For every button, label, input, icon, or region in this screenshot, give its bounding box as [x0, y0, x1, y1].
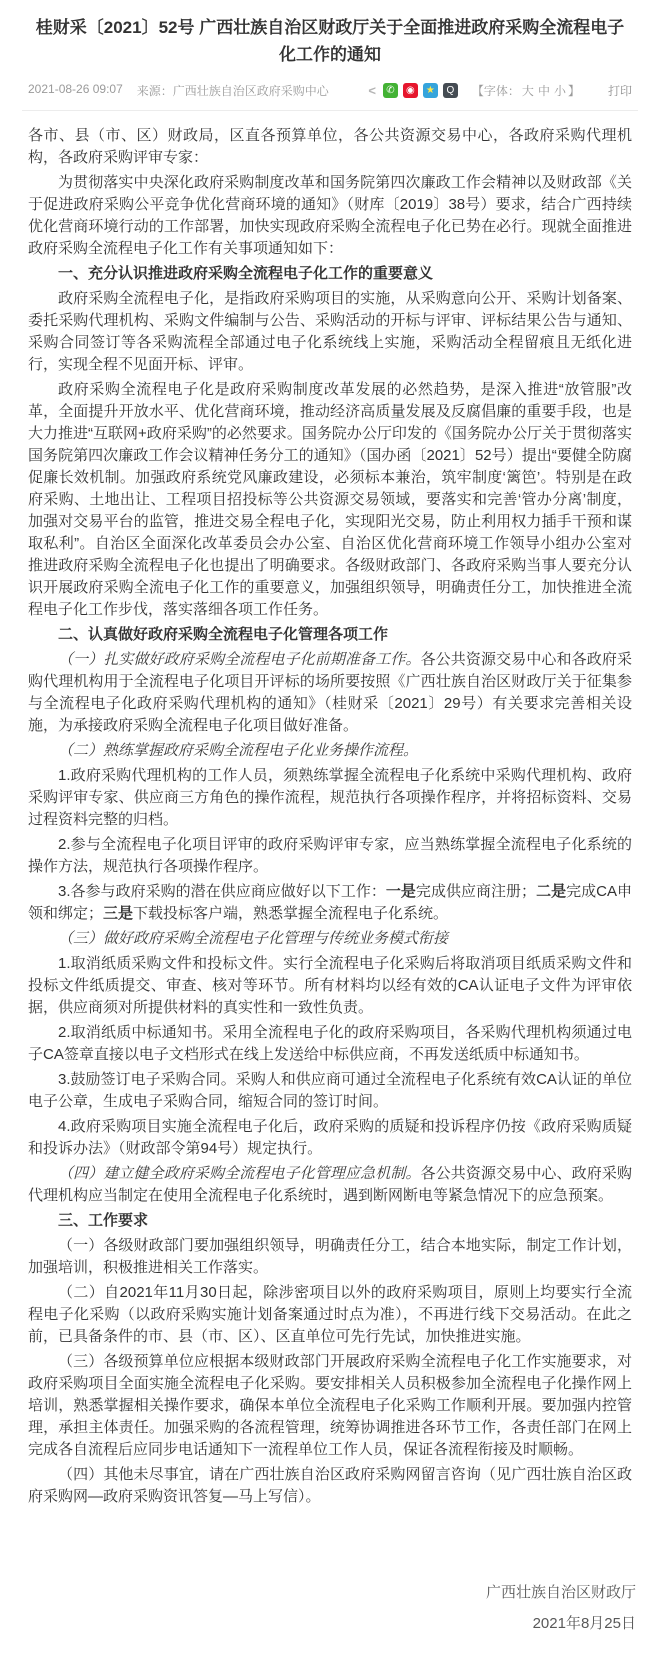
- intro-paragraph: [28, 172, 632, 260]
- text-run: 完成供应商注册；: [415, 883, 537, 900]
- issue-date: 2021年8月25日: [532, 1615, 636, 1632]
- share-icons: [383, 83, 458, 98]
- text-run: （三）做好政府采购全流程电子化管理与传统业务模式衔接: [58, 931, 449, 947]
- paragraph: [28, 1351, 632, 1461]
- paragraph: [28, 834, 632, 878]
- salutation: [28, 125, 632, 169]
- paragraph: [28, 288, 632, 376]
- font-size-control: [472, 82, 580, 99]
- wechat-icon[interactable]: ✆: [383, 83, 398, 98]
- text-run: 三是: [103, 905, 134, 922]
- text-run: 政府采购全流程电子化，是指政府采购项目的实施，从采购意向公开、采购计划备案、委托采购代理机构、采购文件编制与公告、采购活动的开标与评审、评标结果公告与通知、采购合同签订等各采购流程全部通过电子化系统线上实施，采购活动全程留痕且无纸化进行，实现全程不见面开标、评审。: [28, 290, 632, 373]
- text-run: 为贯彻落实中央深化政府采购制度改革和国务院第四次廉政工作会精神以及财政部《关于促进政府采购公平竞争优化营商环境的通知》（财库〔2019〕38号）要求，结合广西持续优化营商环境行动的工作部署，加快实现政府采购全流程电子化已势在必行。现就全面推进政府采购全流程电子化工作有关事项通知如下：: [28, 174, 632, 257]
- paragraph: [28, 1022, 632, 1066]
- text-run: 2.参与全流程电子化项目评审的政府采购评审专家，应当熟练掌握全流程电子化系统的操作方法，规范执行各项操作程序。: [28, 836, 632, 875]
- meta-row: [22, 74, 638, 111]
- text-run: （一）扎实做好政府采购全流程电子化前期准备工作。: [58, 652, 421, 668]
- text-run: 政府采购全流程电子化是政府采购制度改革发展的必然趋势，是深入推进“放管服”改革，全面提升开放水平、优化营商环境，推动经济高质量发展及反腐倡廉的重要手段，也是大力推进“互联网+政府采购”的必然要求。国务院办公厅印发的《国务院办公厅关于贯彻落实国务院第四次廉政工作会议精神任务分工的通知》（国办函〔2021〕52号）提出“要健全防腐促廉长效机制。加强政府系统党风廉政建设，必须标本兼治，筑牢制度‘篱笆’。特别是在政府采购、土地出让、工程项目招投标等公共资源交易领域，要落实和完善‘管办分离’制度，加强对交易平台的监管，推进交易全程电子化，实现阳光交易，防止利用权力插手干预和谋取私利”。自治区全面深化改革委员会办公室、自治区优化营商环境工作领导小组办公室对推进政府采购全流程电子化也提出了明确要求。各级财政部门、各政府采购当事人要充分认识开展政府采购全流电子化工作的重要意义，加强组织领导，明确责任分工，加快推进全流程电子化工作步伐，落实落细各项工作任务。: [28, 381, 632, 618]
- section-heading-2: [28, 624, 632, 646]
- text-run: 4.政府采购项目实施全流程电子化后，政府采购的质疑和投诉程序仍按《政府采购质疑和投诉办法》（财政部令第94号）规定执行。: [28, 1118, 632, 1157]
- sub-heading-kai: [28, 740, 632, 762]
- paragraph: [28, 881, 632, 925]
- text-run: 2.取消纸质中标通知书。采用全流程电子化的政府采购项目，各采购代理机构须通过电子CA签章直接以电子文档形式在线上发送给中标供应商，不再发送纸质中标通知书。: [28, 1024, 632, 1063]
- text-run: 一、充分认识推进政府采购全流程电子化工作的重要意义: [58, 265, 434, 282]
- section-heading-1: [28, 263, 632, 285]
- source-label: 来源：广西壮族自治区政府采购中心: [136, 84, 329, 98]
- section-heading-3: [28, 1210, 632, 1232]
- font-size-suffix: 】: [567, 84, 580, 98]
- text-run: 各公共资源交易中心和各政府采购代理机构用于全流程电子化项目开评标的场所要按照《广西壮族自治区财政厅关于征集参与全流程电子化政府采购代理机构的通知》（桂财采〔2021〕29号）有关要求完善相关设施，为承接政府采购全流程电子化项目做好准备。: [28, 651, 632, 734]
- qzone-icon[interactable]: ★: [423, 83, 438, 98]
- paragraph: [28, 649, 632, 737]
- meta-left: [28, 82, 329, 99]
- document-footer: [0, 1511, 660, 1659]
- font-size-option-中[interactable]: 中: [537, 84, 550, 98]
- font-size-prefix: 【字体：: [471, 84, 520, 98]
- paragraph: [28, 379, 632, 621]
- text-run: （四）其他未尽事宜，请在广西壮族自治区政府采购网留言咨询（见广西壮族自治区政府采购网—政府采购资讯答复—马上写信）。: [28, 1466, 632, 1505]
- page-title: 桂财采〔2021〕52号 广西壮族自治区财政厅关于全面推进政府采购全流程电子化工作的通知: [35, 18, 625, 64]
- text-run: （一）各级财政部门要加强组织领导，明确责任分工，结合本地实际，制定工作计划，加强培训，积极推进相关工作落实。: [28, 1237, 632, 1276]
- text-run: 一是: [385, 883, 416, 900]
- paragraph: [28, 765, 632, 831]
- paragraph: [28, 1069, 632, 1113]
- text-run: （三）各级预算单位应根据本级财政部门开展政府采购全流程电子化工作实施要求，对政府采购项目全面实施全流程电子化采购。要安排相关人员积极参加全流程电子化操作网上培训，熟悉掌握相关操作要求，确保本单位全流程电子化采购工作顺利开展。要加强内控管理，承担主体责任。加强采购的各流程管理，统筹协调推进各环节工作，各责任部门在网上完成各自流程后应同步电话通知下一流程单位工作人员，保证各流程衔接及时顺畅。: [28, 1353, 632, 1458]
- text-run: （二）熟练掌握政府采购全流程电子化业务操作流程。: [58, 743, 419, 759]
- text-run: 完成CA申领和绑定；: [28, 883, 632, 922]
- text-run: 3.鼓励签订电子采购合同。采购人和供应商可通过全流程电子化系统有效CA认证的单位电子公章，生成电子采购合同，缩短合同的签订时间。: [28, 1071, 632, 1110]
- text-run: （二）自2021年11月30日起，除涉密项目以外的政府采购项目，原则上均要实行全流程电子化采购（以政府采购实施计划备案通过时点为准），不再进行线下交易活动。在此之前，已具备条件的市、县（市、区）、区直单位可先行先试，加快推进实施。: [28, 1284, 632, 1345]
- paragraph: [28, 1235, 632, 1279]
- text-run: 1.政府采购代理机构的工作人员，须熟练掌握全流程电子化系统中采购代理机构、政府采购评审专家、供应商三方角色的操作流程，规范执行各项操作程序，并将招标资料、交易过程资料完整的归档。: [28, 767, 632, 828]
- weibo-icon[interactable]: ◉: [403, 83, 418, 98]
- text-run: 二、认真做好政府采购全流程电子化管理各项工作: [58, 626, 389, 643]
- sub-heading-kai: [28, 928, 632, 950]
- paragraph: [28, 1116, 632, 1160]
- font-size-option-大[interactable]: 大: [521, 84, 534, 98]
- paragraph: [28, 1282, 632, 1348]
- share-icon[interactable]: <: [368, 83, 376, 98]
- document-body: [0, 111, 660, 1508]
- text-run: 二是: [536, 883, 567, 900]
- paragraph: [28, 953, 632, 1019]
- text-run: （四）建立健全政府采购全流程电子化管理应急机制。: [58, 1166, 421, 1182]
- text-run: 三、工作要求: [58, 1212, 149, 1229]
- paragraph: [28, 1163, 632, 1207]
- qq-icon[interactable]: Q: [443, 83, 458, 98]
- meta-right: [368, 82, 632, 99]
- text-run: 下载投标客户端，熟悉掌握全流程电子化系统。: [133, 905, 449, 922]
- text-run: 各公共资源交易中心、政府采购代理机构应当制定在使用全流程电子化系统时，遇到断网断电等紧急情况下的应急预案。: [28, 1165, 632, 1204]
- paragraph: [28, 1464, 632, 1508]
- publish-datetime: 2021-08-26 09:07: [28, 82, 123, 96]
- font-size-options: [520, 84, 568, 98]
- text-run: 各市、县（市、区）财政局，区直各预算单位，各公共资源交易中心，各政府采购代理机构，各政府采购评审专家：: [28, 127, 632, 166]
- issuing-org: 广西壮族自治区财政厅: [485, 1584, 636, 1601]
- print-button[interactable]: 打印: [607, 84, 632, 98]
- text-run: 1.取消纸质采购文件和投标文件。实行全流程电子化采购后将取消项目纸质采购文件和投标文件纸质提交、审查、核对等环节。所有材料均以经有效的CA认证电子文件为评审依据，供应商须对所提供材料的真实性和一致性负责。: [28, 955, 632, 1016]
- font-size-option-小[interactable]: 小: [553, 84, 566, 98]
- text-run: 3.各参与政府采购的潜在供应商应做好以下工作：: [58, 883, 386, 900]
